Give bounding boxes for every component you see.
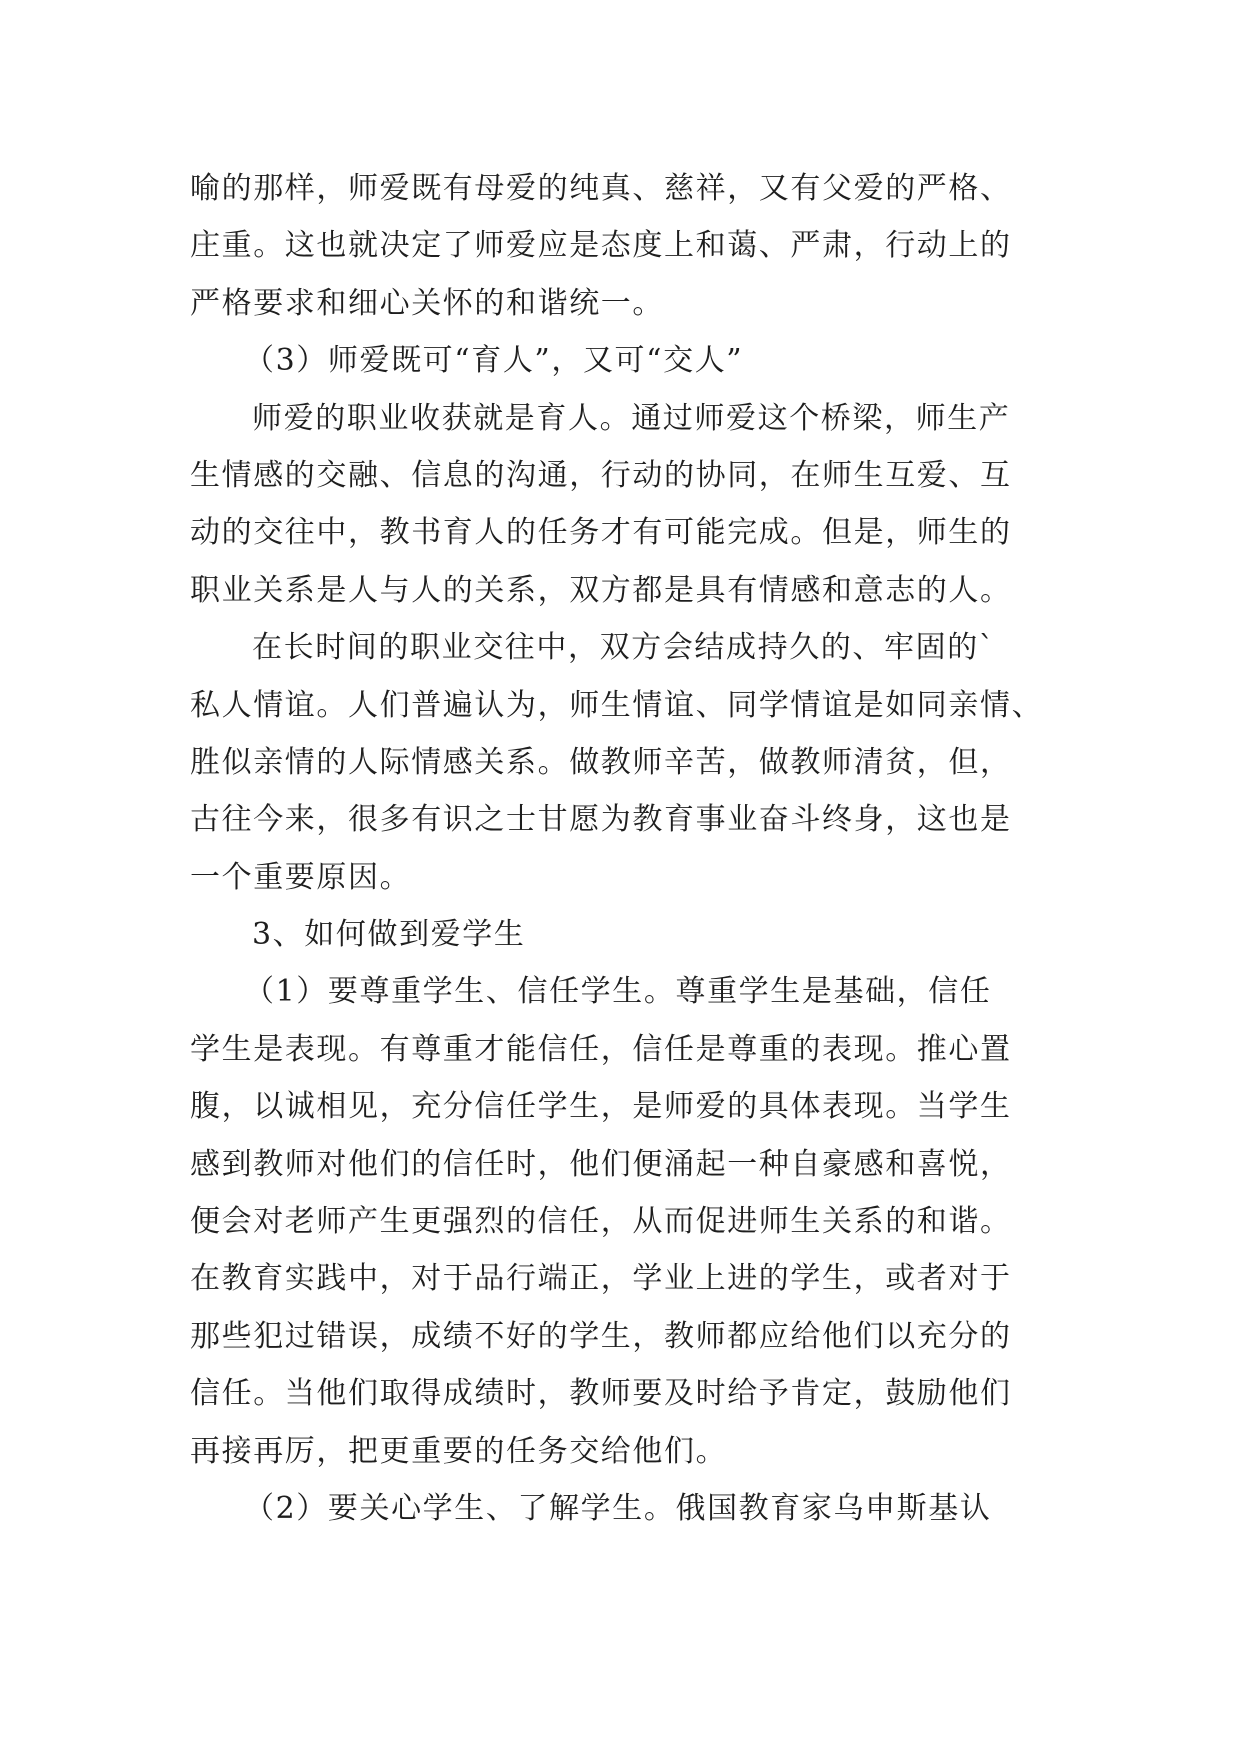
text-line: 那些犯过错误，成绩不好的学生，教师都应给他们以充分的 bbox=[190, 1318, 1012, 1354]
text-line: 信任。当他们取得成绩时，教师要及时给予肯定，鼓励他们 bbox=[190, 1376, 1012, 1412]
text-line: 便会对老师产生更强烈的信任，从而促进师生关系的和谐。 bbox=[190, 1204, 1012, 1240]
text-line: 胜似亲情的人际情感关系。做教师辛苦，做教师清贫，但， bbox=[190, 744, 1012, 780]
text-line: 生情感的交融、信息的沟通，行动的协同，在师生互爱、互 bbox=[190, 457, 1012, 493]
text-line: 庄重。这也就决定了师爱应是态度上和蔼、严肃，行动上的 bbox=[190, 228, 1012, 264]
text-line: 严格要求和细心关怀的和谐统一。 bbox=[190, 285, 664, 321]
text-line: 感到教师对他们的信任时，他们便涌起一种自豪感和喜悦， bbox=[190, 1146, 1012, 1182]
section-heading: 3、如何做到爱学生 bbox=[252, 917, 526, 953]
text-line: 腹，以诚相见，充分信任学生，是师爱的具体表现。当学生 bbox=[190, 1089, 1012, 1125]
text-line: 喻的那样，师爱既有母爱的纯真、慈祥，又有父爱的严格、 bbox=[190, 171, 1012, 206]
paragraph-start: 师爱的职业收获就是育人。通过师爱这个桥梁，师生产 bbox=[252, 400, 1011, 436]
paragraph-start: 在长时间的职业交往中，双方会结成持久的、牢固的` bbox=[252, 630, 996, 666]
section-heading: （3）师爱既可“育人”，又可“交人” bbox=[244, 343, 744, 379]
text-line: 古往今来，很多有识之士甘愿为教育事业奋斗终身，这也是 bbox=[190, 802, 1012, 838]
text-line: 在教育实践中，对于品行端正，学业上进的学生，或者对于 bbox=[190, 1261, 1012, 1297]
text-line: 职业关系是人与人的关系，双方都是具有情感和意志的人。 bbox=[190, 572, 1012, 608]
text-line: 一个重要原因。 bbox=[190, 859, 412, 895]
text-line: 私人情谊。人们普遍认为，师生情谊、同学情谊是如同亲情、 bbox=[190, 687, 1044, 723]
text-line: 再接再厉，把更重要的任务交给他们。 bbox=[190, 1433, 728, 1469]
document-body bbox=[190, 160, 1070, 1537]
text-line: 学生是表现。有尊重才能信任，信任是尊重的表现。推心置 bbox=[190, 1031, 1012, 1067]
paragraph-start: （1）要尊重学生、信任学生。尊重学生是基础，信任 bbox=[244, 974, 992, 1010]
text-line: 动的交往中，教书育人的任务才有可能完成。但是，师生的 bbox=[190, 515, 1012, 551]
paragraph-start: （2）要关心学生、了解学生。俄国教育家乌申斯基认 bbox=[244, 1490, 992, 1526]
